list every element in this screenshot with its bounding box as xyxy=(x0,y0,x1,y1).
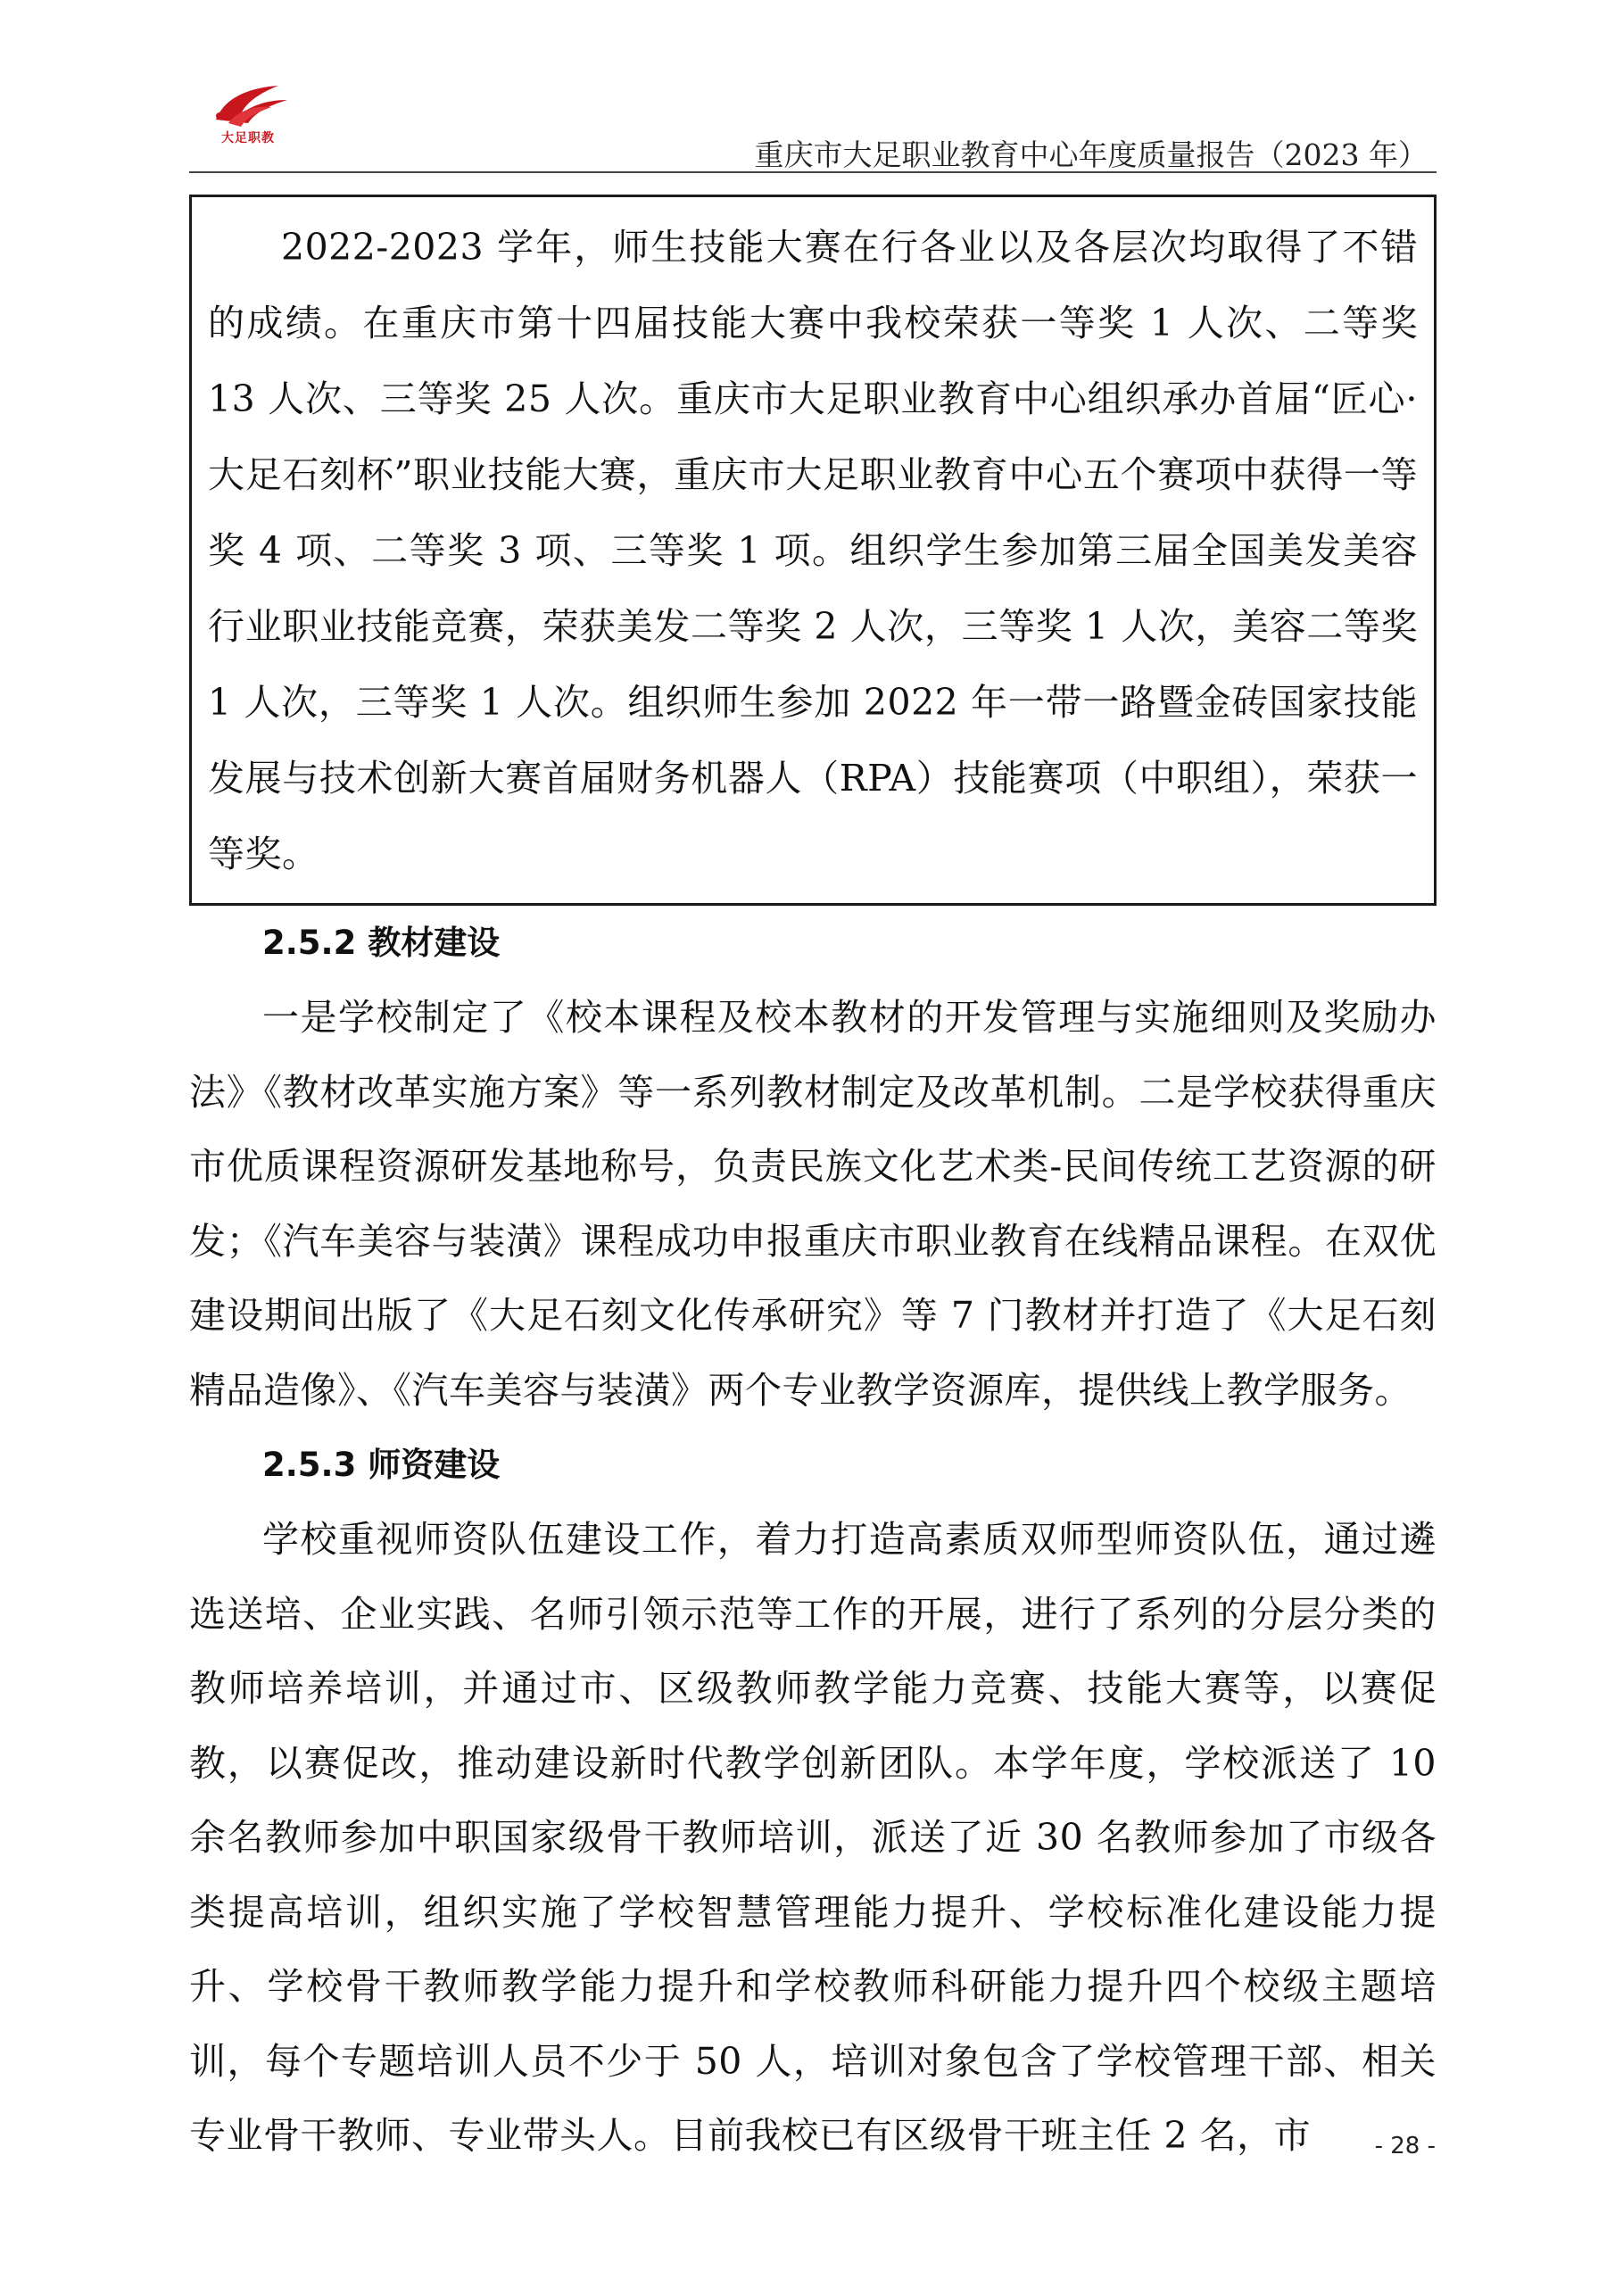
header-divider xyxy=(189,171,1437,173)
school-logo xyxy=(189,79,323,150)
page-content xyxy=(189,195,1437,2174)
report-title: 重庆市大足职业教育中心年度质量报告（2023 年） xyxy=(754,137,1428,172)
page-number: - 28 - xyxy=(1374,2133,1436,2159)
section-paragraph-faculty: 学校重视师资队伍建设工作，着力打造高素质双师型师资队伍，通过遴选送培、企业实践、名师引领示范等工作的开展，进行了系列的分层分类的教师培养培训，并通过市、区级教师教学能力竞赛、技能大赛等，以赛促教，以赛促改，推动建设新时代教学创新团队。本学年度，学校派送了 10 余名教师参加中职国家级骨干教师培训，派送了近 30 名教师参加了市级各类提高培训，组织实施了学校智慧管理能力提升、学校标准化建设能力提升、学校骨干教师教学能力提升和学校教师科研能力提升四个校级主题培训，每个专题培训人员不少于 50 人，培训对象包含了学校管理干部、相关专业骨干教师、专业带头人。目前我校已有区级骨干班主任 2 名，市 xyxy=(189,1518,1437,2157)
page-header xyxy=(189,79,1437,175)
section-heading-textbook: 2.5.2 教材建设 xyxy=(262,924,501,962)
highlight-box xyxy=(189,195,1437,906)
section-paragraph-textbook: 一是学校制定了《校本课程及校本教材的开发管理与实施细则及奖励办法》《教材改革实施方案》等一系列教材制定及改革机制。二是学校获得重庆市优质课程资源研发基地称号，负责民族文化艺术类-民间传统工艺资源的研发；《汽车美容与装潢》课程成功申报重庆市职业教育在线精品课程。在双优建设期间出版了《大足石刻文化传承研究》等 7 门教材并打造了《大足石刻精品造像》、《汽车美容与装潢》两个专业教学资源库，提供线上教学服务。 xyxy=(189,996,1437,1412)
box-paragraph: 2022-2023 学年，师生技能大赛在行各业以及各层次均取得了不错的成绩。在重庆市第十四届技能大赛中我校荣获一等奖 1 人次、二等奖 13 人次、三等奖 25 人次。重庆市大足职业教育中心组织承办首届“匠心·大足石刻杯”职业技能大赛，重庆市大足职业教育中心五个赛项中获得一等奖 4 项、二等奖 3 项、三等奖 1 项。组织学生参加第三届全国美发美容行业职业技能竞赛，荣获美发二等奖 2 人次，三等奖 1 人次，美容二等奖 1 人次，三等奖 1 人次。组织师生参加 2022 年一带一路暨金砖国家技能发展与技术创新大赛首届财务机器人（RPA）技能赛项（中职组），荣获一等奖。 xyxy=(208,226,1418,875)
logo-text: 大足职教 xyxy=(221,131,275,145)
section-heading-faculty: 2.5.3 师资建设 xyxy=(262,1446,501,1484)
